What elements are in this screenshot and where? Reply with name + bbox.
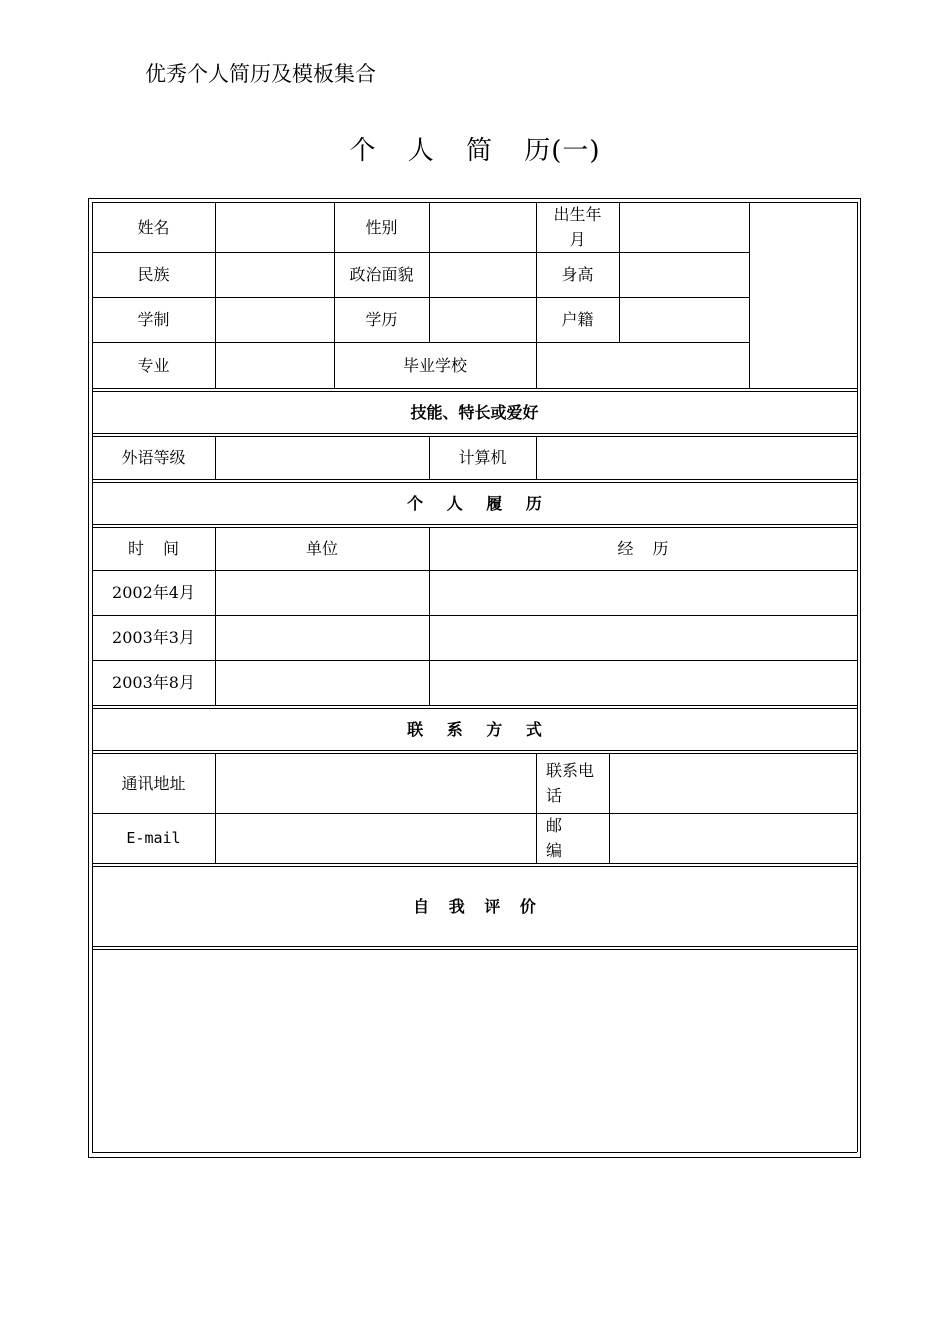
- field-gender[interactable]: [429, 202, 536, 252]
- label-email: E-mail: [126, 828, 181, 847]
- section-contact-heading: 联 系 方 式: [407, 719, 542, 739]
- label-education: 学历: [365, 310, 398, 329]
- field-computer[interactable]: [536, 436, 857, 479]
- field-education[interactable]: [429, 297, 536, 342]
- field-major[interactable]: [215, 342, 334, 388]
- section-self-eval-heading: 自 我 评 价: [413, 896, 536, 916]
- history-exp-field[interactable]: [429, 660, 857, 705]
- label-language: 外语等级: [121, 448, 186, 467]
- history-date: 2003年3月: [112, 628, 195, 647]
- field-name[interactable]: [215, 202, 334, 252]
- field-hukou[interactable]: [619, 297, 749, 342]
- field-phone[interactable]: [609, 753, 857, 813]
- field-email[interactable]: [215, 813, 536, 863]
- col-experience: 经 历: [617, 539, 669, 558]
- field-self-evaluation[interactable]: [92, 949, 857, 1152]
- label-gender: 性别: [365, 217, 398, 237]
- field-address[interactable]: [215, 753, 536, 813]
- field-schooling[interactable]: [215, 297, 334, 342]
- history-date: 2003年8月: [112, 673, 195, 692]
- photo-area[interactable]: [749, 202, 857, 388]
- label-name: 姓名: [137, 217, 170, 237]
- field-birth[interactable]: [619, 202, 749, 252]
- history-date: 2002年4月: [112, 583, 195, 602]
- history-unit-field[interactable]: [215, 660, 429, 705]
- label-major: 专业: [137, 355, 170, 375]
- label-schooling: 学制: [137, 310, 170, 329]
- field-ethnicity[interactable]: [215, 252, 334, 297]
- col-unit: 单位: [305, 539, 338, 558]
- label-address: 通讯地址: [121, 773, 186, 793]
- field-school[interactable]: [536, 342, 749, 388]
- label-computer: 计算机: [458, 448, 507, 467]
- history-unit-field[interactable]: [215, 615, 429, 660]
- label-phone: 联系电 话: [546, 761, 595, 805]
- col-time: 时 间: [127, 539, 180, 558]
- label-postcode: 邮 编: [546, 816, 563, 860]
- section-skills-heading: 技能、特长或爱好: [410, 402, 539, 422]
- label-birth: 出生年 月: [553, 205, 602, 249]
- label-hukou: 户籍: [561, 310, 594, 329]
- field-height[interactable]: [619, 252, 749, 297]
- history-exp-field[interactable]: [429, 615, 857, 660]
- label-height: 身高: [561, 265, 594, 284]
- resume-table: [88, 198, 861, 1158]
- field-postcode[interactable]: [609, 813, 857, 863]
- history-exp-field[interactable]: [429, 570, 857, 615]
- section-history-heading: 个 人 履 历: [407, 493, 542, 513]
- resume-title: 个 人 简 历(一): [349, 136, 601, 166]
- label-political: 政治面貌: [349, 265, 414, 284]
- history-unit-field[interactable]: [215, 570, 429, 615]
- document-header: 优秀个人简历及模板集合: [145, 62, 376, 86]
- label-ethnicity: 民族: [137, 265, 170, 284]
- field-language[interactable]: [215, 436, 429, 479]
- label-school: 毕业学校: [402, 355, 467, 375]
- field-political[interactable]: [429, 252, 536, 297]
